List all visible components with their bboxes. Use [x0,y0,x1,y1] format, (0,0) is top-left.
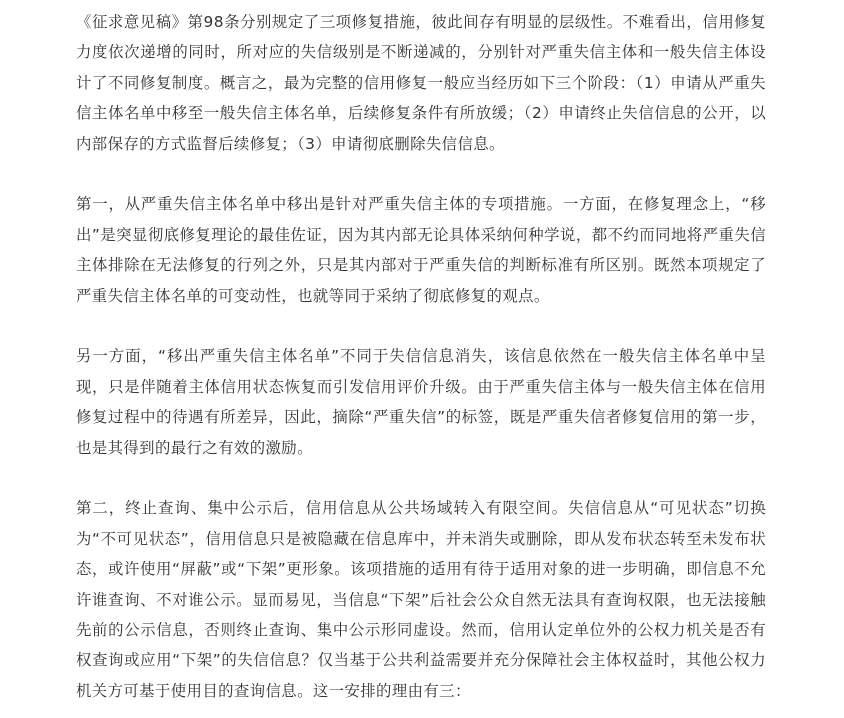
paragraph-other-aspect: 另一方面，“移出严重失信主体名单”不同于失信信息消失，该信息依然在一般失信主体名单中呈现，只是伴随着主体信用状态恢复而引发信用评价升级。由于严重失信主体与一般失信主体在信用修复过程中的待遇有所差异，因此，摘除“严重失信”的标签，既是严重失信者修复信用的第一步，也是其得到的最行之有效的激励。 [76,347,766,457]
paragraph-second-measure: 第二，终止查询、集中公示后，信用信息从公共场域转入有限空间。失信信息从“可见状态”切换为“不可见状态”，信用信息只是被隐藏在信息库中，并未消失或删除，即从发布状态转至未发布状态，或许使用“屏蔽”或“下架”更形象。该项措施的适用有待于适用对象的进一步明确，即信息不允许谁查询、不对谁公示。显而易见，当信息“下架”后社会公众自然无法具有查询权限，也无法接触先前的公示信息，否则终止查询、集中公示形同虚设。然而，信用认定单位外的公权力机关是否有权查询或应用“下架”的失信信息？仅当基于公共利益需要并充分保障社会主体权益时，其他公权力机关方可基于使用目的查询信息。这一安排的理由有三： [76,499,766,700]
article-body [76,7,766,706]
paragraph-intro: 《征求意见稿》第98条分别规定了三项修复措施，彼此间存有明显的层级性。不难看出，信用修复力度依次递增的同时，所对应的失信级别是不断递减的，分别针对严重失信主体和一般失信主体设计了不同修复制度。概言之，最为完整的信用修复一般应当经历如下三个阶段：（1）申请从严重失信主体名单中移至一般失信主体名单，后续修复条件有所放缓；（2）申请终止失信信息的公开，以内部保存的方式监督后续修复；（3）申请彻底删除失信信息。 [76,13,766,153]
paragraph-first-measure: 第一，从严重失信主体名单中移出是针对严重失信主体的专项措施。一方面，在修复理念上，“移出”是突显彻底修复理论的最佳佐证，因为其内部无论具体采纳何种学说，都不约而同地将严重失信主体排除在无法修复的行列之外，只是其内部对于严重失信的判断标准有所区别。既然本项规定了严重失信主体名单的可变动性，也就等同于采纳了彻底修复的观点。 [76,195,766,305]
